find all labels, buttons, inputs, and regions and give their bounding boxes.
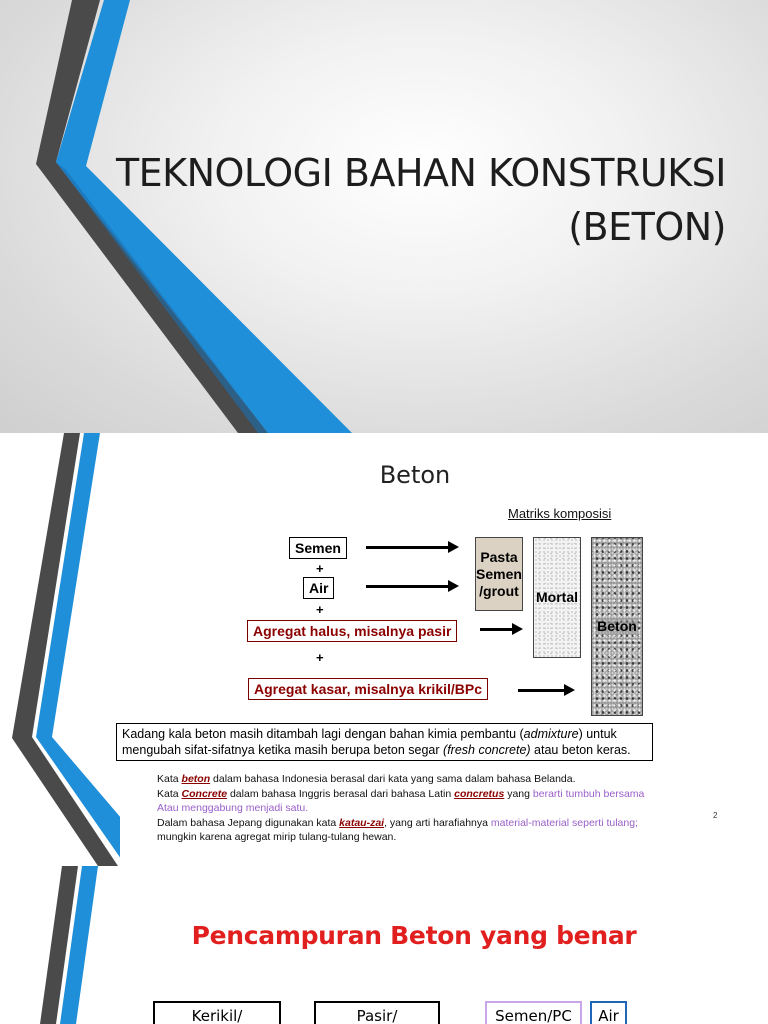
- title-slide: [0, 0, 768, 433]
- etymology-fragment: Kata: [157, 787, 182, 800]
- air-box: Air: [303, 577, 334, 599]
- etymology-line-3: [157, 801, 702, 816]
- matrix-composition-label: Matriks komposisi: [508, 506, 612, 521]
- beton-label: Beton: [597, 618, 637, 634]
- etymology-line-1: [157, 772, 702, 787]
- pasta-label-line-2: Semen: [476, 565, 522, 582]
- arrow-right-icon: [518, 689, 566, 692]
- keyword-katau-zai: katau-zai: [339, 816, 385, 829]
- slide-title: Pencampuran Beton yang benar: [191, 921, 637, 950]
- etymology-fragment: yang: [504, 787, 533, 800]
- semen-box: Semen: [289, 537, 347, 559]
- beton-composition-slide: [0, 433, 768, 866]
- admixture-note: [116, 723, 653, 761]
- note-term-fresh-concrete: (fresh concrete): [443, 743, 531, 757]
- etymology-fragment: , yang arti harafiahnya: [384, 816, 491, 829]
- etymology-fragment: Dalam bahasa Jepang digunakan kata: [157, 816, 340, 829]
- semen-pc-box: Semen/PC: [485, 1001, 582, 1024]
- arrow-right-icon: [480, 628, 514, 631]
- mortal-column: [533, 537, 581, 658]
- etymology-meaning: berarti tumbuh bersama: [532, 787, 645, 800]
- etymology-meaning: Atau menggabung menjadi satu.: [157, 802, 309, 814]
- slide-title: Beton: [379, 461, 451, 489]
- mortal-label: Mortal: [536, 589, 578, 605]
- etymology-line-4: [157, 816, 702, 831]
- note-term-admixture: admixture: [523, 727, 579, 741]
- beton-column: [591, 537, 643, 716]
- agregat-halus-box: Agregat halus, misalnya pasir: [247, 620, 457, 642]
- title-line-1: TEKNOLOGI BAHAN KONSTRUKSI: [115, 151, 726, 195]
- arrow-right-icon: [366, 546, 450, 549]
- keyword-beton: beton: [181, 773, 211, 785]
- air-box: Air: [590, 1001, 627, 1024]
- note-text: Kadang kala beton masih ditambah lagi dengan bahan kimia pembantu (: [122, 727, 524, 741]
- etymology-fragment: dalam bahasa Indonesia berasal dari kata yang sama dalam bahasa Belanda.: [210, 773, 576, 785]
- keyword-concretus: concretus: [454, 787, 505, 800]
- etymology-fragment: Kata: [157, 773, 182, 785]
- title-line-2: (BETON): [568, 205, 726, 249]
- plus-sign: +: [316, 602, 324, 617]
- etymology-line-2: [157, 787, 702, 802]
- pasir-box: Pasir/: [314, 1001, 440, 1024]
- presentation-title: [46, 146, 726, 254]
- etymology-meaning: material-material seperti tulang;: [490, 816, 638, 829]
- note-text: atau beton keras.: [530, 743, 631, 757]
- pasta-label-line-1: Pasta: [480, 548, 518, 565]
- slide-decoration-chevron: [0, 433, 120, 866]
- pasta-label-line-3: /grout: [479, 582, 519, 599]
- keyword-concrete: Concrete: [181, 787, 228, 800]
- etymology-line-5: mungkin karena agregat mirip tulang-tulang hewan.: [157, 831, 397, 843]
- plus-sign: +: [316, 650, 324, 665]
- kerikil-box: Kerikil/: [153, 1001, 281, 1024]
- page-number: 2: [713, 811, 718, 820]
- etymology-fragment: dalam bahasa Inggris berasal dari bahasa Latin: [227, 787, 455, 800]
- plus-sign: +: [316, 561, 324, 576]
- note-text: ) untuk mengubah sifat-sifatnya ketika masih berupa beton segar: [122, 727, 617, 757]
- arrow-right-icon: [366, 585, 450, 588]
- etymology-text: [157, 772, 702, 845]
- agregat-kasar-box: Agregat kasar, misalnya krikil/BPc: [248, 678, 488, 700]
- pasta-semen-column: [475, 537, 523, 611]
- mixing-slide: [0, 866, 768, 1024]
